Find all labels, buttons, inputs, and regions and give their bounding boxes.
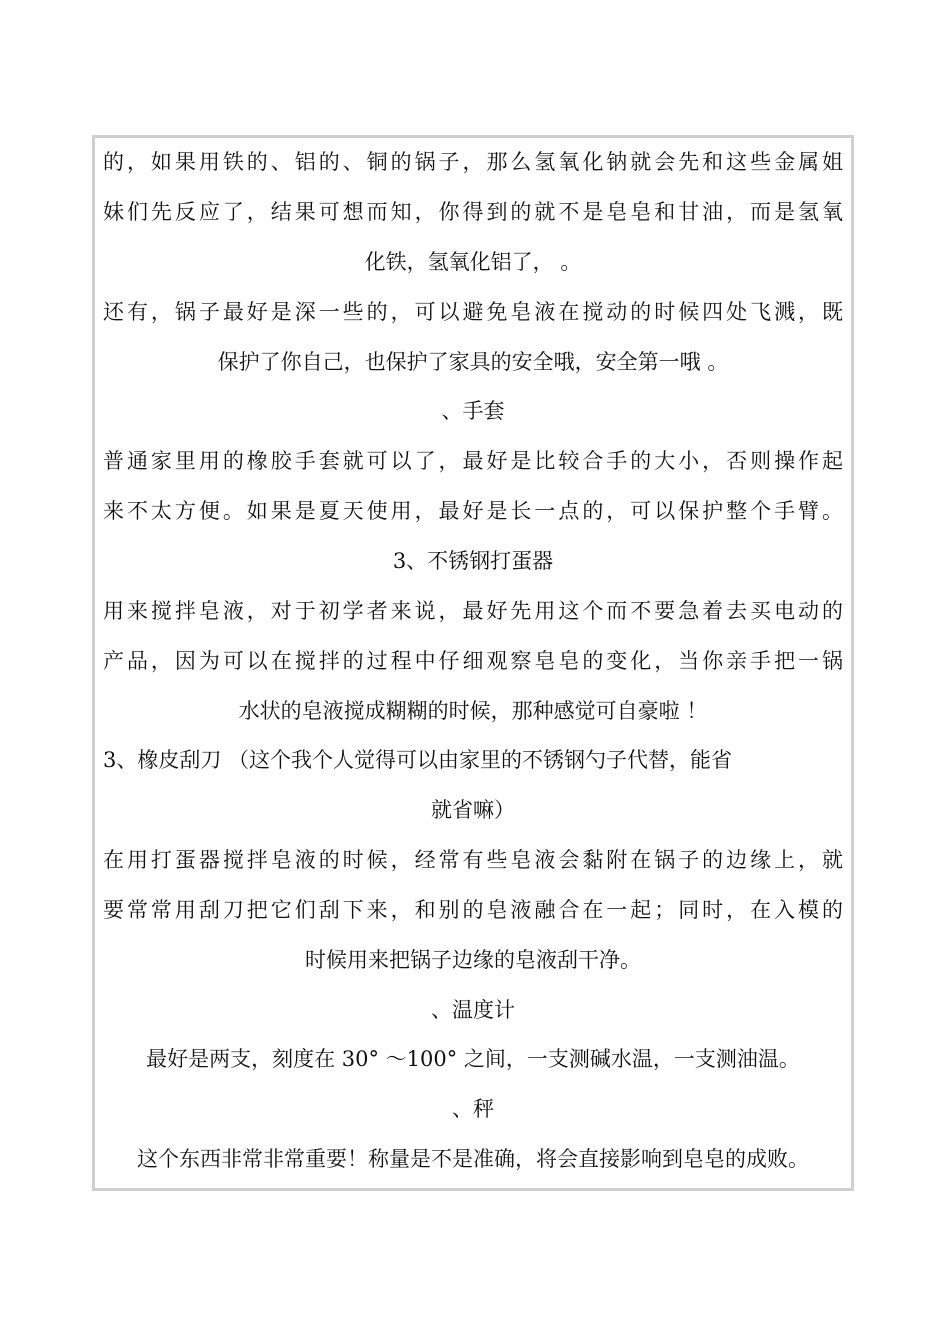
paragraph-line: 这个东西非常非常重要！称量是不是准确，将会直接影响到皂皂的成败。: [137, 1147, 809, 1171]
paragraph-line: 化铁，氢氧化铝了， 。: [364, 250, 582, 274]
paragraph-line: 产品，因为可以在搅拌的过程中仔细观察皂皂的变化，当你亲手把一锅: [103, 649, 843, 673]
paragraph-line: 妹们先反应了，结果可想而知，你得到的就不是皂皂和甘油，而是氢氧: [103, 200, 843, 224]
paragraph-line: 用来搅拌皂液，对于初学者来说，最好先用这个而不要急着去买电动的: [103, 599, 843, 623]
paragraph-line: 普通家里用的橡胶手套就可以了，最好是比较合手的大小，否则操作起: [103, 449, 843, 473]
paragraph-line: 来不太方便。如果是夏天使用，最好是长一点的，可以保护整个手臂。: [103, 499, 843, 523]
paragraph-line: 时候用来把锅子边缘的皂液刮干净。: [305, 948, 641, 972]
section-heading-gloves: 、手套: [441, 399, 505, 423]
paragraph-line: 最好是两支，刻度在 30° ～100° 之间，一支测碱水温，一支测油温。: [146, 1047, 800, 1071]
section-heading-whisk: 3、不锈钢打蛋器: [392, 549, 554, 573]
paragraph-line: 要常常用刮刀把它们刮下来，和别的皂液融合在一起；同时，在入模的: [103, 898, 843, 922]
section-heading-scale: 、秤: [452, 1097, 494, 1121]
section-heading-spatula: 3、橡皮刮刀 （这个我个人觉得可以由家里的不锈钢勺子代替，能省: [103, 748, 733, 772]
section-heading-thermometer: 、温度计: [431, 998, 515, 1022]
paragraph-line: 水状的皂液搅成糊糊的时候，那种感觉可自豪啦 ！: [238, 699, 708, 723]
paragraph-line: 的，如果用铁的、铝的、铜的锅子，那么氢氧化钠就会先和这些金属姐: [103, 150, 843, 174]
paragraph-line: 在用打蛋器搅拌皂液的时候，经常有些皂液会黏附在锅子的边缘上，就: [103, 848, 843, 872]
paragraph-line: 还有，锅子最好是深一些的，可以避免皂液在搅动的时候四处飞溅，既: [103, 300, 843, 324]
paragraph-line: 保护了你自己，也保护了家具的安全哦，安全第一哦 。: [217, 350, 729, 374]
paragraph-line: 就省嘛）: [431, 798, 515, 822]
